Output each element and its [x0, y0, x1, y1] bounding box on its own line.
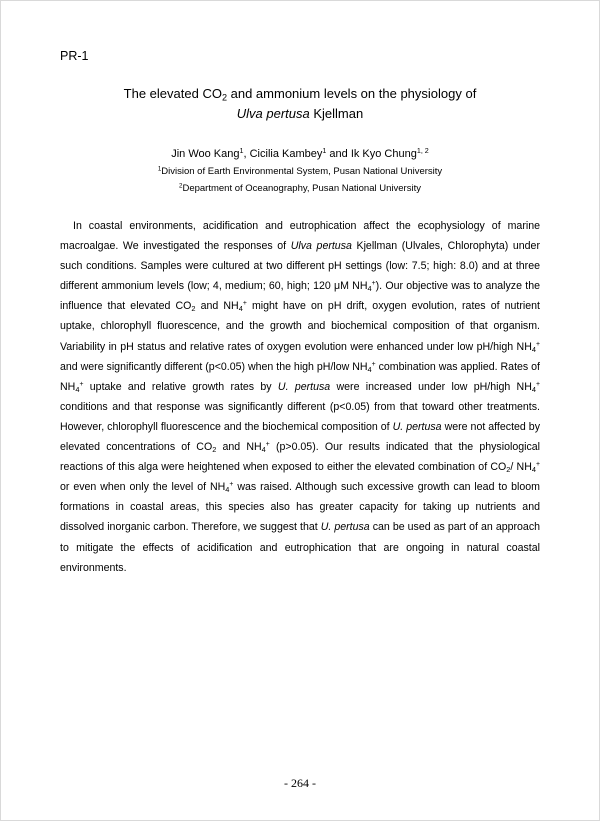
author-list: Jin Woo Kang$^1$, Cicilia Kambey$^1$ and Ik Kyo Chung$^{1, 2}$: [171, 147, 429, 160]
species-name: Ulva pertusa: [236, 106, 310, 121]
page-number: - 264 -: [284, 776, 316, 790]
title-line-2: Ulva pertusa Kjellman: [236, 106, 364, 121]
abstract-paragraph: In coastal environments, acidification and eutrophication affect the ecophysiology of marine macroalgae. We investigated the responses of Ulva pertusa Kjellman (Ulvales, Chlorophyta) under such conditions. Samples were cultured at two different pH settings (low: 7.5; high: 8.0) and at three different ammonium levels (low; 4, medium; 60, high; 120 μM $NH_4^+$). Our objective was to analyze the influence that elevated $CO_2$ and $NH_4^+$ might have on pH drift, oxygen evolution, rates of nutrient uptake, chlorophyll fluorescence, and the growth and biochemical composition of that organism. Variability in pH status and relative rates of oxygen evolution were enhanced under low pH/high $NH_4^+$ and were significantly different (p<0.05) when the high pH/low $NH_4^+$ combination was applied. Rates of $NH_4^+$ uptake and relative growth rates by U. pertusa were increased under low pH/high $NH_4^+$ conditions and that response was significantly different (p<0.05) from that toward other treatments. However, chlorophyll fluorescence and the biochemical composition of U. pertusa were not affected by elevated concentrations of $CO_2$ and $NH_4^+$ (p>0.05). Our results indicated that the physiological reactions of this alga were heightened when exposed to either the elevated combination of $CO_2/$ $NH_4^+$ or even when only the level of $NH_4^+$ was raised. Although such excessive growth can lead to bloom formations in coastal areas, this species also has greater capacity for taking up nutrients and dissolved inorganic carbon. Therefore, we suggest that U. pertusa can be used as part of an approach to mitigate the effects of acidification and eutrophication that are ongoing in natural coastal environments.: [60, 220, 541, 574]
author-1: Jin Woo Kang: [171, 148, 240, 160]
title-line-1: The elevated $CO_2$ and ammonium levels on the physiology of: [123, 86, 477, 103]
author-2: Cicilia Kambey: [249, 148, 323, 160]
affiliation-2: $^2$Department of Oceanography, Pusan National University: [179, 182, 421, 194]
abstract: [60, 216, 540, 578]
affiliation-1: $^1$Division of Earth Environmental System, Pusan National University: [157, 165, 443, 177]
paper-title: [0, 84, 600, 124]
author-3: Ik Kyo Chung: [350, 148, 417, 160]
paper-code: PR-1: [60, 49, 89, 63]
authors-block: [0, 146, 600, 197]
